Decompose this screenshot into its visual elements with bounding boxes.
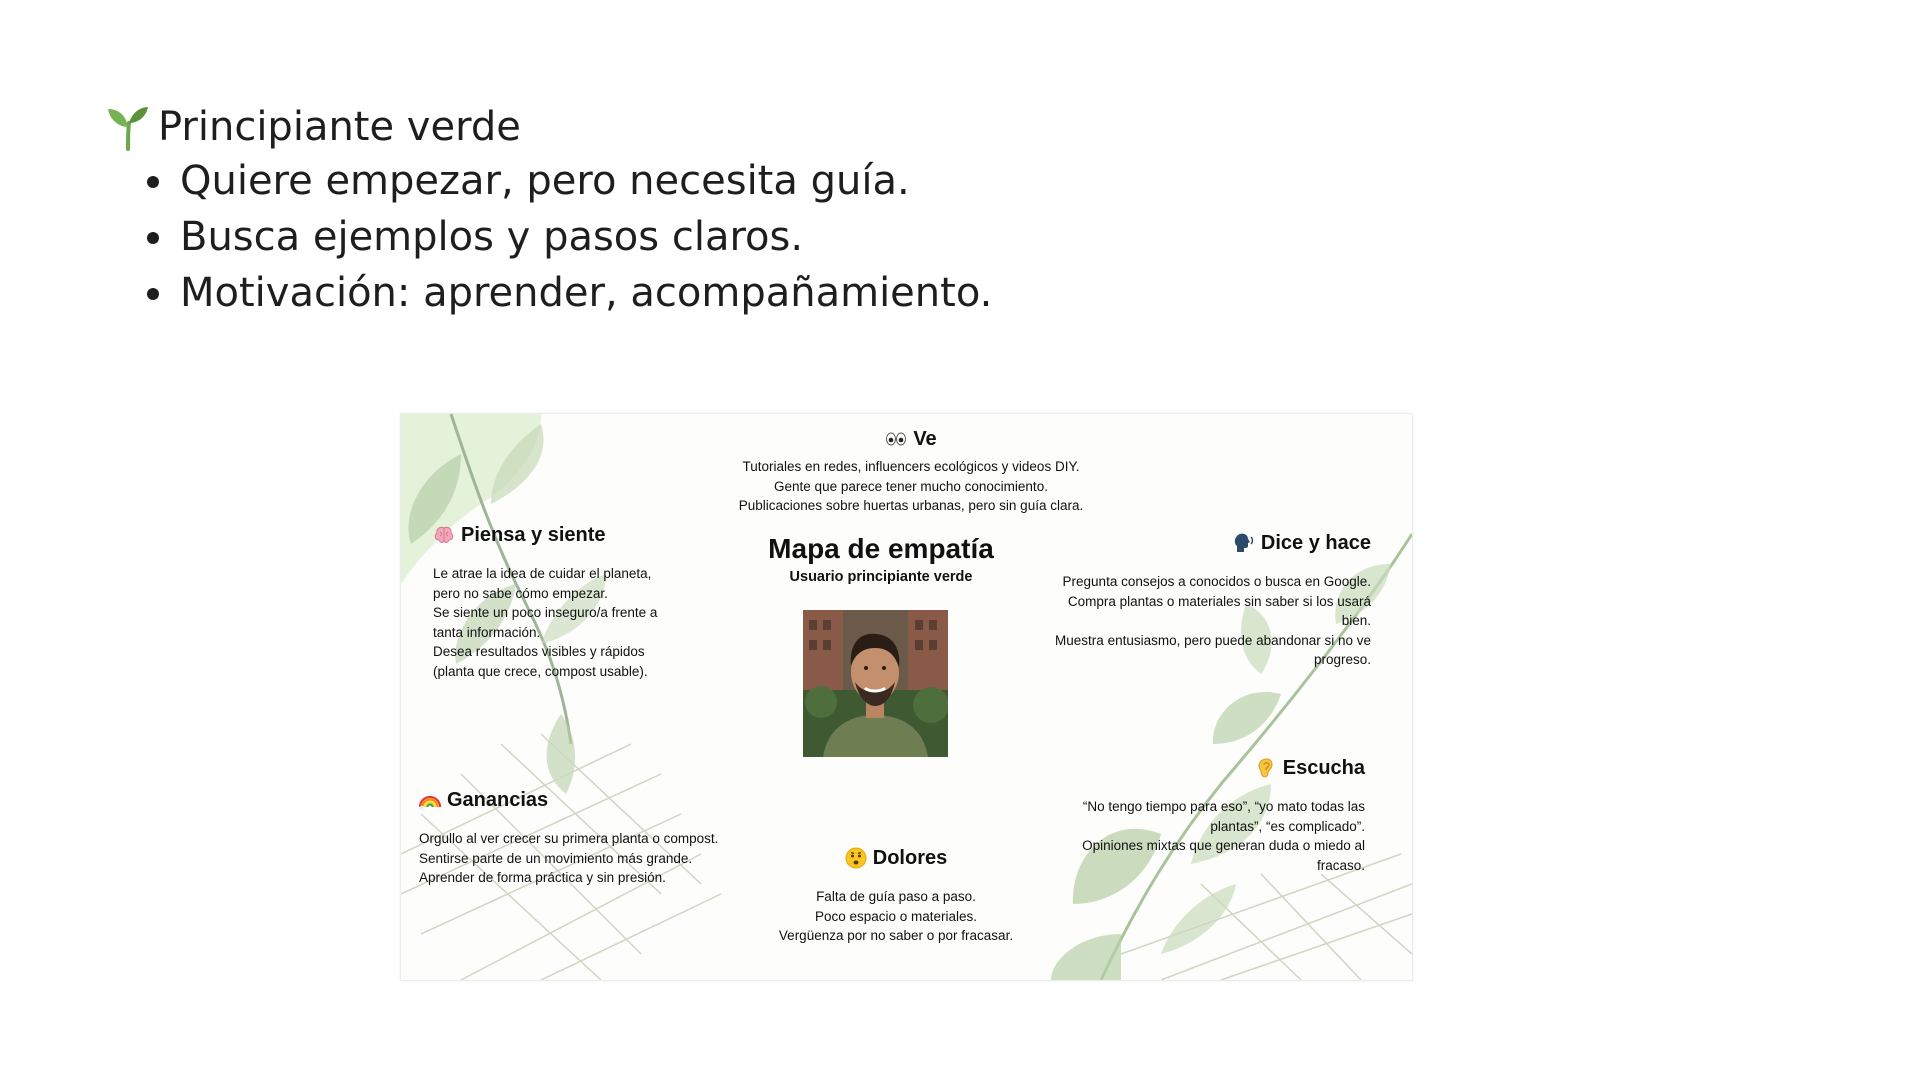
section-line: Aprender de forma práctica y sin presión. bbox=[419, 870, 666, 885]
section-line: Falta de guía paso a paso. bbox=[816, 889, 976, 904]
slide-heading-text: Principiante verde bbox=[158, 104, 521, 150]
section-heading: Ve bbox=[913, 428, 937, 450]
section-line: Tutoriales en redes, influencers ecológicos y videos DIY. bbox=[742, 459, 1080, 474]
section-line: pero no sabe cómo empezar. bbox=[433, 585, 608, 601]
section-line: Vergüenza por no saber o por fracasar. bbox=[778, 928, 1014, 943]
section-line: Gente que parece tener mucho conocimiento. bbox=[774, 478, 1048, 494]
section-line: Orgullo al ver crecer su primera planta o compost. bbox=[419, 831, 719, 846]
section-heading: Ganancias bbox=[447, 789, 549, 811]
section-line: (planta que crece, compost usable). bbox=[433, 663, 648, 679]
section-dolores bbox=[761, 845, 1031, 946]
section-line: Sentirse parte de un movimiento más grande. bbox=[419, 850, 693, 866]
section-line: tanta información. bbox=[433, 624, 541, 640]
bullet-item: • Busca ejemplos y pasos claros. bbox=[178, 209, 992, 265]
slide-bullet-list bbox=[126, 153, 992, 321]
empathy-map-image bbox=[400, 413, 1413, 981]
brain-icon bbox=[433, 524, 455, 546]
slide-heading bbox=[106, 99, 521, 155]
sprout-icon bbox=[106, 103, 150, 151]
eyes-icon bbox=[885, 428, 907, 450]
section-line: Opiniones mixtas que generan duda o miedo al fracaso. bbox=[1082, 838, 1365, 873]
section-heading: Escucha bbox=[1282, 757, 1365, 779]
map-subtitle: Usuario principiante verde bbox=[789, 569, 973, 585]
bullet-item: • Motivación: aprender, acompañamiento. bbox=[178, 265, 992, 321]
section-piensa bbox=[433, 522, 693, 681]
map-title: Mapa de empatía bbox=[768, 533, 994, 564]
section-line: Muestra entusiasmo, pero puede abandonar si no ve progreso. bbox=[1055, 632, 1371, 667]
section-line: Poco espacio o materiales. bbox=[814, 908, 978, 924]
speaking-head-icon bbox=[1233, 532, 1255, 554]
section-line: Desea resultados visibles y rápidos bbox=[433, 644, 645, 659]
section-line: Pregunta consejos a conocidos o busca en Google. bbox=[1062, 574, 1371, 589]
section-ve bbox=[701, 426, 1121, 516]
ear-icon bbox=[1255, 757, 1277, 779]
map-title-block bbox=[731, 532, 1031, 588]
section-line: “No tengo tiempo para eso”, “yo mato todas las plantas”, “es complicado”. bbox=[1082, 799, 1365, 834]
section-heading: Piensa y siente bbox=[461, 524, 606, 546]
section-ganancias bbox=[419, 787, 759, 888]
section-escucha bbox=[1041, 755, 1365, 875]
bullet-item: • Quiere empezar, pero necesita guía. bbox=[178, 153, 992, 209]
section-heading: Dice y hace bbox=[1260, 532, 1371, 554]
section-line: Compra plantas o materiales sin saber si los usará bien. bbox=[1067, 593, 1371, 628]
user-photo bbox=[803, 610, 948, 757]
worried-face-icon bbox=[845, 847, 867, 869]
rainbow-icon bbox=[419, 789, 441, 811]
section-dice bbox=[1041, 530, 1371, 670]
section-line: Le atrae la idea de cuidar el planeta, bbox=[433, 566, 652, 581]
section-line: Publicaciones sobre huertas urbanas, pero sin guía clara. bbox=[738, 498, 1084, 513]
section-line: Se siente un poco inseguro/a frente a bbox=[433, 605, 658, 620]
section-heading: Dolores bbox=[872, 847, 948, 869]
